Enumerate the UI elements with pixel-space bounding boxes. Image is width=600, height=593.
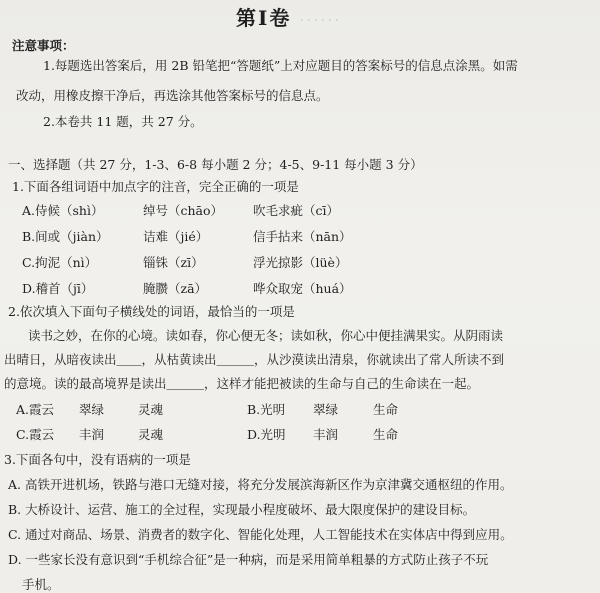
q2-option-b-2: 翠绿: [313, 402, 339, 417]
q3-option-d-line-1: D. 一些家长没有意识到“手机综合征”是一种病，而是采用简单粗暴的方式防止孩子不玩: [8, 552, 489, 567]
page-title: 第Ⅰ卷: [236, 6, 292, 30]
q1-option-b-2: 诘难（jié）: [143, 229, 209, 244]
q2-passage-line-2: 出晴日，从暗夜读出＿＿，从枯黄读出＿＿＿，从沙漠读出清泉，你就读出了常人所读不到: [4, 352, 505, 367]
notes-item-2: 2.本卷共 11 题，共 27 分。: [43, 114, 203, 129]
q2-option-c-2: 丰润: [79, 427, 105, 442]
bleed-through-text: · · · · · ·: [300, 14, 339, 27]
q2-option-a-3: 灵魂: [138, 402, 164, 417]
q2-option-a-1: A.霞云: [16, 402, 55, 417]
q2-option-d-2: 丰润: [313, 427, 339, 442]
section-heading: 一、选择题（共 27 分，1-3、6-8 每小题 2 分；4-5、9-11 每小题 3 分）: [8, 157, 423, 172]
notes-heading: 注意事项：: [12, 38, 75, 53]
q1-option-a-1: A.侍候（shì）: [22, 203, 104, 218]
q2-option-c-1: C.霞云: [16, 427, 55, 442]
q2-option-d-3: 生命: [373, 427, 399, 442]
q3-option-d-line-2: 手机。: [22, 577, 60, 592]
q1-option-c-2: 锱铢（zī）: [143, 255, 204, 270]
q2-passage-line-1: 读书之妙，在你的心境。读如春，你心便无冬；读如秋，你心中便挂满果实。从阴雨读: [28, 328, 504, 343]
q1-option-d-3: 哗众取宠（huá）: [253, 281, 352, 296]
q1-option-a-3: 吹毛求疵（cī）: [253, 203, 339, 218]
q2-stem: 2.依次填入下面句子横线处的词语，最恰当的一项是: [8, 304, 295, 319]
q2-option-a-2: 翠绿: [79, 402, 105, 417]
q1-option-b-3: 信手拈来（nān）: [253, 229, 352, 244]
q2-option-c-3: 灵魂: [138, 427, 164, 442]
q1-option-d-2: 腌臜（zā）: [143, 281, 208, 296]
q2-option-d-1: D.光明: [247, 427, 286, 442]
q2-option-b-3: 生命: [373, 402, 399, 417]
q2-passage-line-3: 的意境。读的最高境界是读出＿＿＿，这样才能把被读的生命与自己的生命读在一起。: [4, 376, 480, 391]
q3-stem: 3.下面各句中，没有语病的一项是: [4, 452, 191, 467]
q1-stem: 1.下面各组词语中加点字的注音，完全正确的一项是: [12, 179, 299, 194]
q1-option-c-3: 浮光掠影（lüè）: [253, 255, 348, 270]
q3-option-a: A. 高铁开进机场，铁路与港口无缝对接，将充分发展滨海新区作为京津冀交通枢纽的作用。: [8, 477, 513, 492]
q1-option-b-1: B.间或（jiàn）: [22, 229, 109, 244]
notes-item-1-line-2: 改动，用橡皮擦干净后，再选涂其他答案标号的信息点。: [16, 88, 329, 103]
q1-option-a-2: 绰号（chāo）: [143, 203, 224, 218]
q1-option-c-1: C.拘泥（nì）: [22, 255, 98, 270]
q3-option-b: B. 大桥设计、运营、施工的全过程，实现最小程度破坏、最大限度保护的建设目标。: [8, 502, 476, 517]
q2-option-b-1: B.光明: [247, 402, 286, 417]
notes-item-1-line-1: 1.每题选出答案后，用 2B 铅笔把“答题纸”上对应题目的答案标号的信息点涂黑。如需: [43, 58, 518, 73]
q1-option-d-1: D.稽首（jī）: [22, 281, 94, 296]
q3-option-c: C. 通过对商品、场景、消费者的数字化、智能化处理，人工智能技术在实体店中得到应用。: [8, 527, 513, 542]
